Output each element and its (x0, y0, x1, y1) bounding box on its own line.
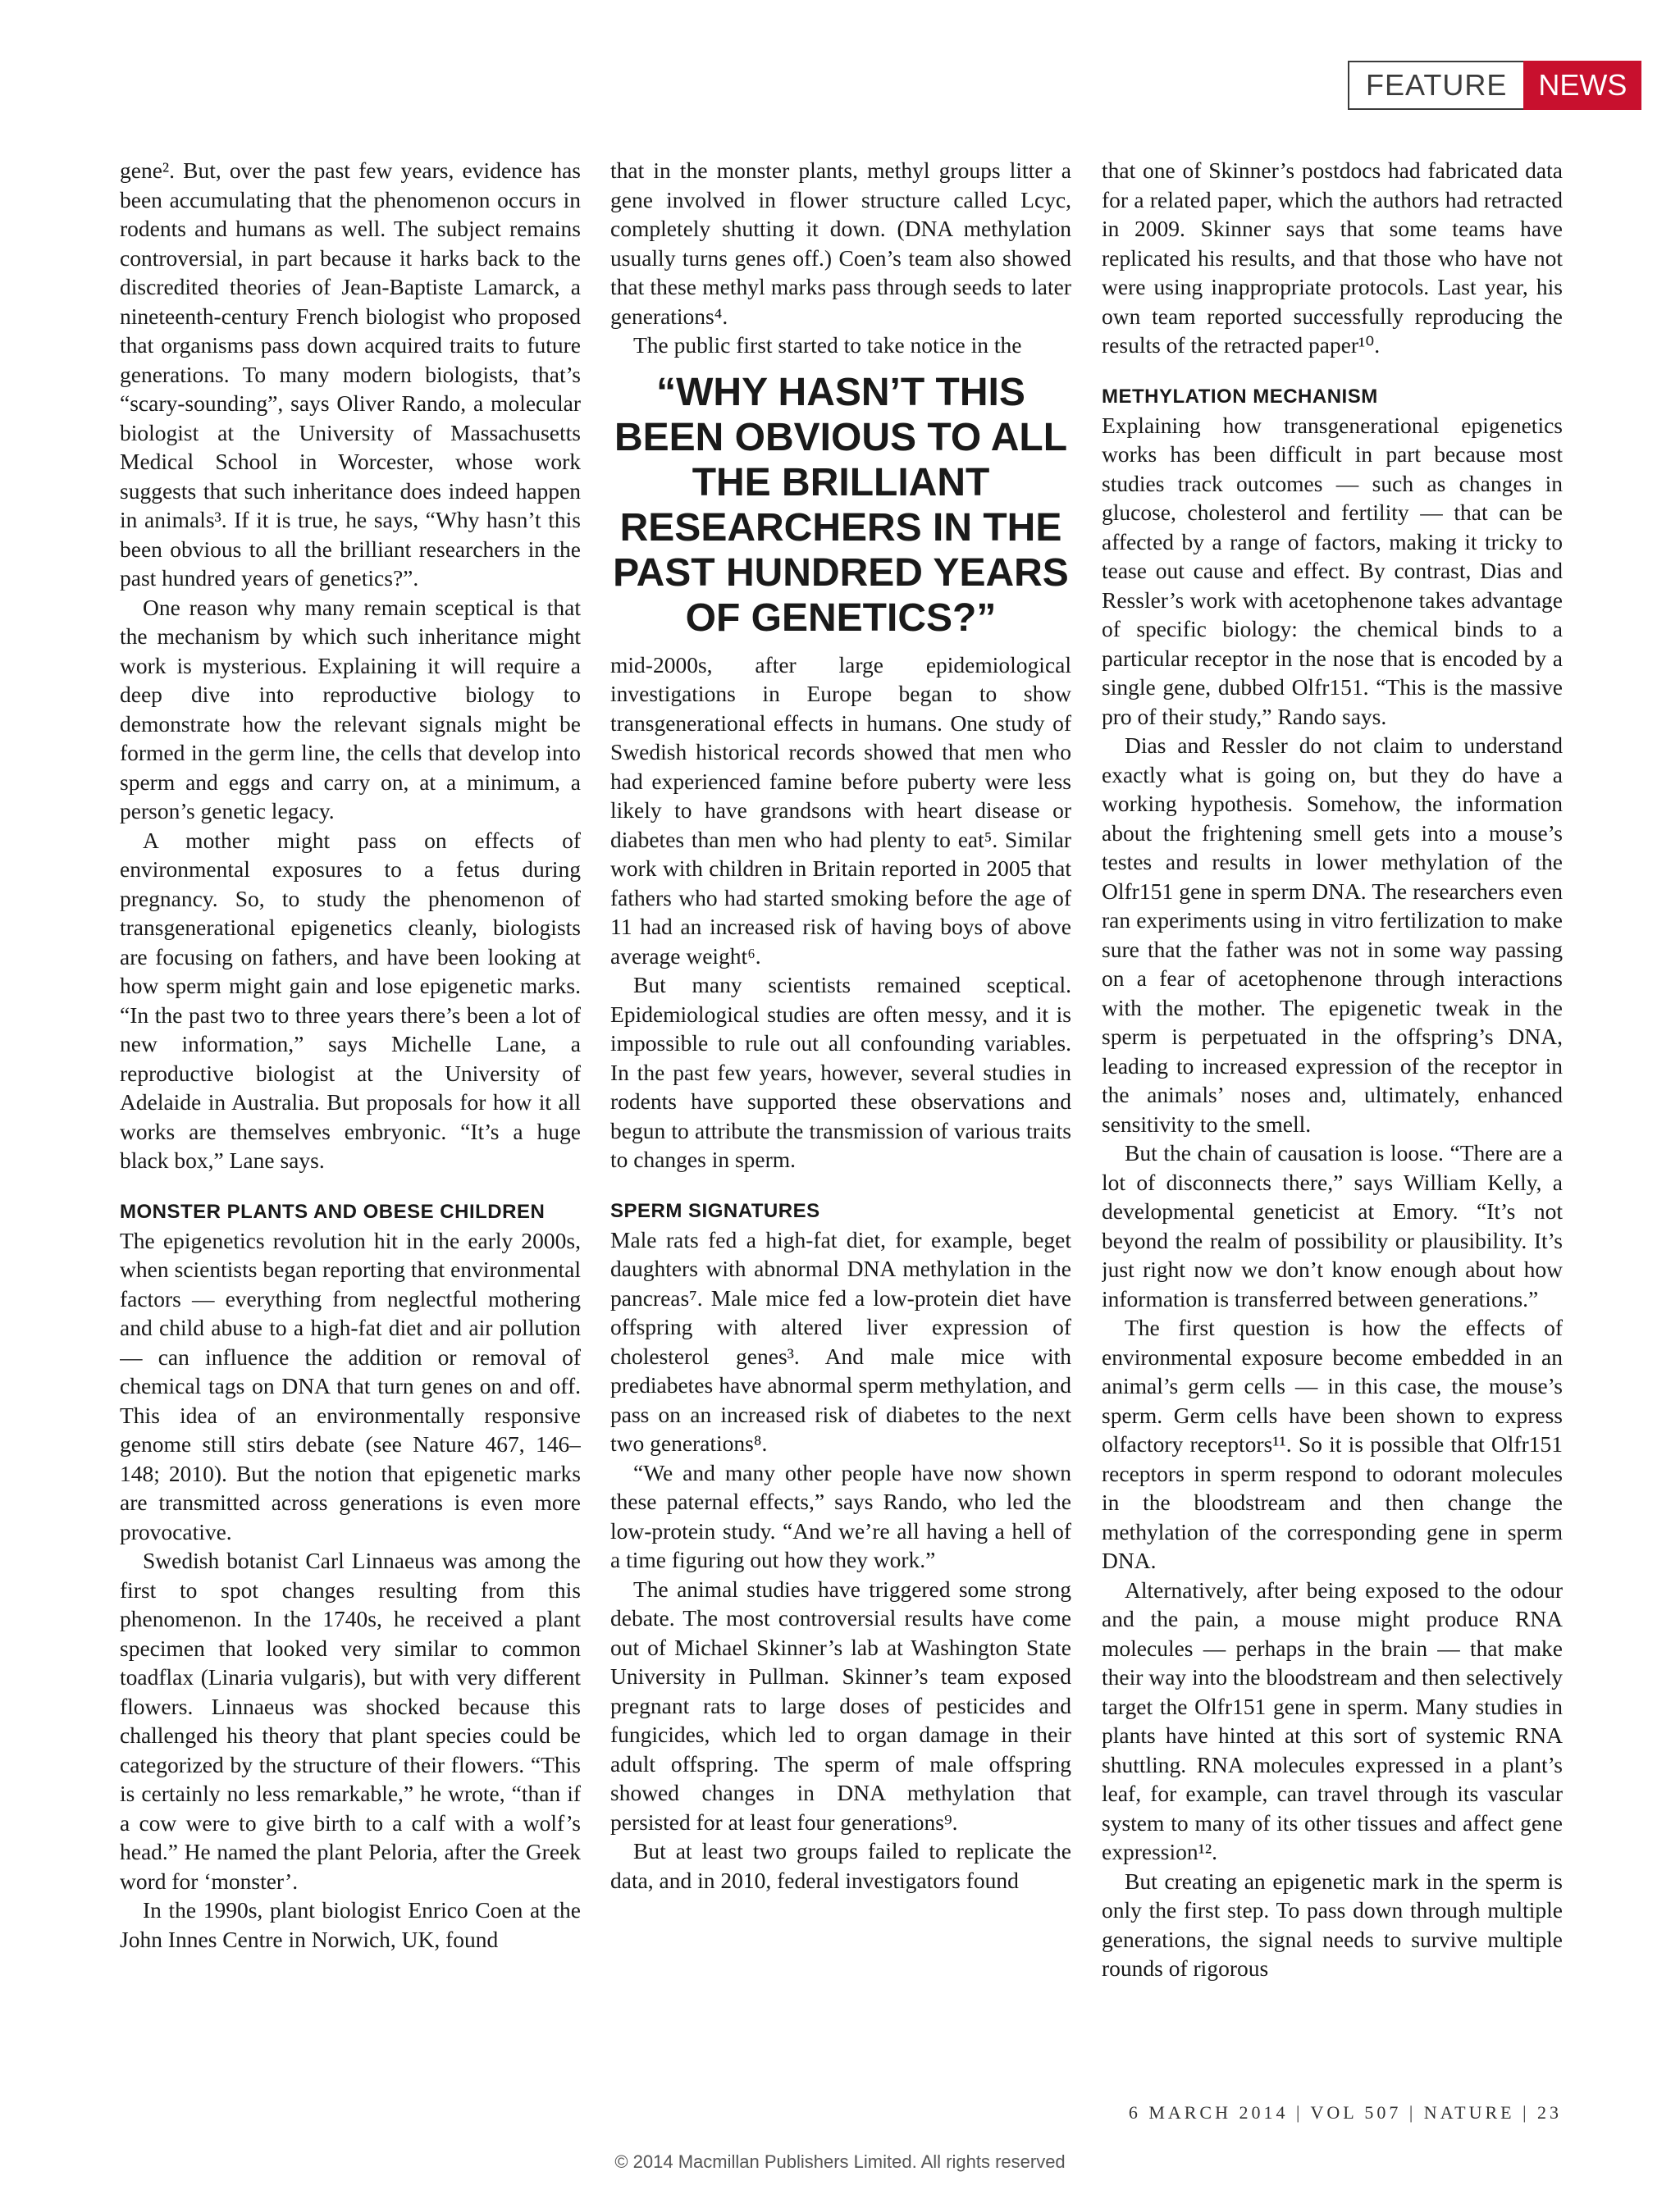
section-heading: METHYLATION MECHANISM (1102, 385, 1378, 408)
body-paragraph: The animal studies have triggered some strong debate. The most controversial results have come out of Michael Skinner’s lab at Washington State University in Pullman. Skinner’s team exposed pregnant rats to large doses of pesticides and fungicides, which led to organ damage in their adult offspring. The sperm of male offspring showed changes in DNA methylation that persisted for at least four generations⁹. (610, 1576, 1071, 1835)
column-3 (1102, 156, 1563, 2067)
body-paragraph: that in the monster plants, methyl groups litter a gene involved in flower structure called Lcyc, completely shutting it down. (DNA methylation usually turns genes off.) Coen’s team also showed that these methyl marks pass through seeds to later generations⁴. (610, 157, 1071, 329)
body-paragraph: The first question is how the effects of environmental exposure become embedded in an animal’s germ cells — in this case, the mouse’s sperm. Germ cells have been shown to express olfactory receptors¹¹. So it is possible that Olfr151 receptors in sperm respond to odorant molecules in the bloodstream and then change the methylation of the corresponding gene in sperm DNA. (1102, 1315, 1563, 1573)
page-folio: 6 MARCH 2014 | VOL 507 | NATURE | 23 (1128, 2102, 1562, 2123)
body-paragraph: gene². But, over the past few years, evidence has been accumulating that the phenomenon occurs in rodents and humans as well. The subject remains controversial, in part because it harks back to the discredited theories of Jean-Baptiste Lamarck, a nineteenth-century French biologist who proposed that organisms pass down acquired traits to future generations. To many modern biologists, that’s “scary-sounding”, says Oliver Rando, a molecular biologist at the University of Massachusetts Medical School in Worcester, whose work suggests that such inheritance does indeed happen in animals³. If it is true, he says, “Why hasn’t this been obvious to all the brilliant researchers in the past hundred years of genetics?”. (120, 157, 581, 591)
pull-quote-text: “WHY HASN’T THIS BEEN OBVIOUS TO ALL THE BRILLIANT RESEARCHERS IN THE PAST HUNDRED YEARS OF GENETICS?” (613, 370, 1069, 640)
body-paragraph: But at least two groups failed to replicate the data, and in 2010, federal investigators found (610, 1838, 1071, 1893)
body-paragraph: that one of Skinner’s postdocs had fabricated data for a related paper, which the authors had retracted in 2009. Skinner says that some teams have replicated his results, and that those who have not were using inappropriate protocols. Last year, his own team reported successfully reproducing the results of the retracted paper¹⁰. (1102, 157, 1563, 358)
section-tag (1348, 61, 1641, 110)
body-paragraph: Dias and Ressler do not claim to understand exactly what is going on, but they do have a working hypothesis. Somehow, the information about the frightening smell gets into a mouse’s testes and results in lower methylation of the Olfr151 gene in sperm DNA. The researchers even ran experiments using in vitro fertilization to make sure that the father was not in some way passing on a fear of acetophenone through interactions with the mother. The epigenetic tweak in the sperm is perpetuated in the offspring’s DNA, leading to increased expression of the receptor in the animals’ noses and, ultimately, enhanced sensitivity to the smell. (1102, 732, 1563, 1137)
body-paragraph: One reason why many remain sceptical is that the mechanism by which such inheritance might work is mysterious. Explaining it will require a deep dive into reproductive biology to demonstrate how the relevant signals might be formed in the germ line, the cells that develop into sperm and eggs and carry on, at a minimum, a person’s genetic legacy. (120, 594, 581, 823)
copyright-notice: © 2014 Macmillan Publishers Limited. All rights reserved (614, 2151, 1066, 2172)
body-paragraph: mid-2000s, after large epidemiological investigations in Europe began to show transgenerational effects in humans. One study of Swedish historical records showed that men who had experienced famine before puberty were less likely to have grandsons with heart disease or diabetes than men who had plenty to eat⁵. Similar work with children in Britain reported in 2005 that fathers who had started smoking before the age of 11 had an increased risk of having boys of above average weight⁶. (610, 651, 1071, 969)
body-paragraph: The public first started to take notice in the (633, 332, 1022, 358)
body-paragraph: Explaining how transgenerational epigenetics works has been difficult in part because most studies track outcomes — such as changes in glucose, cholesterol and fertility — that can be affected by a range of factors, making it tricky to tease out cause and effect. By contrast, Dias and Ressler’s work with acetophenone takes advantage of specific biology: the chemical binds to a particular receptor in the nose that is encoded by a single gene, dubbed Olfr151. “This is the massive pro of their study,” Rando says. (1102, 412, 1563, 729)
body-paragraph: But creating an epigenetic mark in the sperm is only the first step. To pass down through multiple generations, the signal needs to survive multiple rounds of rigorous (1102, 1868, 1563, 1981)
pull-quote (610, 360, 1071, 650)
column-2 (610, 156, 1071, 2067)
body-paragraph: A mother might pass on effects of environmental exposures to a fetus during pregnancy. So, to study the phenomenon of transgenerational epigenetics cleanly, biologists are focusing on fathers, and have been looking at how sperm might gain and lose epigenetic marks. “In the past two to three years there’s been a lot of new information,” says Michelle Lane, a reproductive biologist at the University of Adelaide in Australia. But proposals for how it all works are themselves embryonic. “It’s a huge black box,” Lane says. (120, 827, 581, 1173)
body-paragraph: In the 1990s, plant biologist Enrico Coen at the John Innes Centre in Norwich, UK, found (120, 1897, 581, 1952)
body-paragraph: Alternatively, after being exposed to the odour and the pain, a mouse might produce RNA molecules — perhaps in the brain — that make their way into the bloodstream and then selectively target the Olfr151 gene in sperm. Many studies in plants have hinted at this sort of systemic RNA shuttling. RNA molecules expressed in a plant’s leaf, for example, can travel through its vascular system to many of its other tissues and affect gene expression¹². (1102, 1576, 1563, 1864)
body-paragraph: Swedish botanist Carl Linnaeus was among the first to spot changes resulting from this phenomenon. In the 1740s, he received a plant specimen that looked very similar to common toadflax (Linaria vulgaris), but with very different flowers. Linnaeus was shocked because this challenged his theory that plant species could be categorized by the structure of their flowers. “This is certainly no less remarkable,” he wrote, “than if a cow were to give birth to a calf with a wolf’s head.” He named the plant Peloria, after the Greek word for ‘monster’. (120, 1548, 581, 1894)
section-heading: MONSTER PLANTS AND OBESE CHILDREN (120, 1200, 546, 1223)
column-2-bottom (610, 650, 1071, 1896)
section-heading: SPERM SIGNATURES (610, 1199, 820, 1222)
body-paragraph: But the chain of causation is loose. “There are a lot of disconnects there,” says William Kelly, a developmental geneticist at Emory. “It’s not beyond the realm of possibility or plausibility. It’s just right now we don’t know enough about how information is transferred between generations.” (1102, 1140, 1563, 1312)
body-paragraph: “We and many other people have now shown these paternal effects,” says Rando, who led the low-protein study. “And we’re all having a hell of a time figuring out how they work.” (610, 1459, 1071, 1572)
column-2-top (610, 156, 1071, 360)
body-paragraph: But many scientists remained sceptical. Epidemiological studies are often messy, and it is impossible to rule out all confounding variables. In the past few years, however, several studies in rodents have supported these observations and begun to attribute the transmission of various traits to changes in sperm. (610, 972, 1071, 1172)
section-label-news: NEWS (1523, 61, 1641, 110)
body-paragraph: The epigenetics revolution hit in the early 2000s, when scientists began reporting that environmental factors — everything from neglectful mothering and child abuse to a high-fat diet and air pollution — can influence the addition or removal of chemical tags on DNA that turn genes on and off. This idea of an environmentally responsive genome still stirs debate (see Nature 467, 146–148; 2010). But the notion that epigenetic marks are transmitted across generations is even more provocative. (120, 1227, 581, 1544)
section-label-feature: FEATURE (1348, 61, 1523, 110)
column-1 (120, 156, 581, 2067)
body-paragraph: Male rats fed a high-fat diet, for example, beget daughters with abnormal DNA methylation in the pancreas⁷. Male mice fed a low-protein diet have offspring with altered liver expression of cholesterol genes³. And male mice with prediabetes have abnormal sperm methylation, and pass on an increased risk of diabetes to the next two generations⁸. (610, 1226, 1071, 1456)
